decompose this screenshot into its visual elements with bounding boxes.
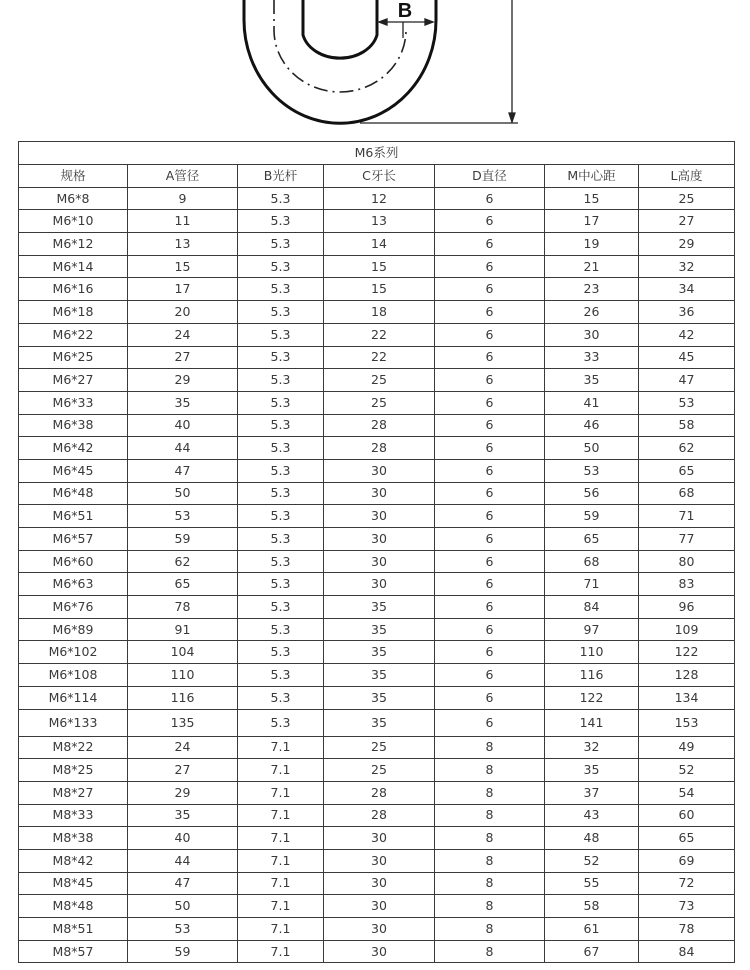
value-cell: 84 [545, 596, 639, 619]
value-cell: 14 [324, 233, 435, 256]
value-cell: 44 [128, 437, 238, 460]
value-cell: 83 [639, 573, 735, 596]
value-cell: 35 [128, 391, 238, 414]
value-cell: 53 [128, 505, 238, 528]
value-cell: 30 [324, 505, 435, 528]
value-cell: 59 [545, 505, 639, 528]
value-cell: 5.3 [238, 187, 324, 210]
value-cell: 15 [545, 187, 639, 210]
spec-cell: M6*51 [19, 505, 128, 528]
value-cell: 7.1 [238, 895, 324, 918]
table-row [19, 550, 735, 573]
value-cell: 6 [435, 369, 545, 392]
value-cell: 26 [545, 301, 639, 324]
table-row [19, 391, 735, 414]
table-row [19, 528, 735, 551]
spec-cell: M6*12 [19, 233, 128, 256]
value-cell: 6 [435, 528, 545, 551]
b-dimension-label: B [397, 0, 413, 22]
spec-cell: M6*108 [19, 664, 128, 687]
spec-cell: M6*48 [19, 482, 128, 505]
value-cell: 5.3 [238, 323, 324, 346]
value-cell: 30 [324, 827, 435, 850]
spec-cell: M8*48 [19, 895, 128, 918]
spec-cell: M6*8 [19, 187, 128, 210]
value-cell: 18 [324, 301, 435, 324]
value-cell: 30 [324, 895, 435, 918]
value-cell: 6 [435, 482, 545, 505]
spec-cell: M8*57 [19, 940, 128, 963]
value-cell: 5.3 [238, 573, 324, 596]
value-cell: 109 [639, 618, 735, 641]
column-header: C牙长 [324, 165, 435, 188]
value-cell: 35 [324, 709, 435, 736]
value-cell: 6 [435, 641, 545, 664]
spec-cell: M6*16 [19, 278, 128, 301]
value-cell: 27 [128, 346, 238, 369]
table-body [19, 187, 735, 963]
value-cell: 5.3 [238, 233, 324, 256]
value-cell: 6 [435, 618, 545, 641]
spec-cell: M6*33 [19, 391, 128, 414]
value-cell: 8 [435, 759, 545, 782]
value-cell: 7.1 [238, 736, 324, 759]
spec-cell: M8*33 [19, 804, 128, 827]
spec-cell: M6*89 [19, 618, 128, 641]
table-row [19, 573, 735, 596]
value-cell: 91 [128, 618, 238, 641]
value-cell: 37 [545, 781, 639, 804]
table-row [19, 437, 735, 460]
spec-cell: M6*25 [19, 346, 128, 369]
value-cell: 8 [435, 918, 545, 941]
value-cell: 30 [324, 482, 435, 505]
value-cell: 6 [435, 709, 545, 736]
value-cell: 58 [639, 414, 735, 437]
value-cell: 58 [545, 895, 639, 918]
value-cell: 6 [435, 210, 545, 233]
value-cell: 6 [435, 437, 545, 460]
value-cell: 5.3 [238, 210, 324, 233]
spec-cell: M6*42 [19, 437, 128, 460]
value-cell: 52 [545, 849, 639, 872]
value-cell: 53 [128, 918, 238, 941]
table-title-row [19, 142, 735, 165]
value-cell: 7.1 [238, 827, 324, 850]
spec-table [18, 141, 735, 963]
value-cell: 40 [128, 414, 238, 437]
spec-cell: M6*60 [19, 550, 128, 573]
value-cell: 15 [128, 255, 238, 278]
value-cell: 5.3 [238, 414, 324, 437]
table-row [19, 849, 735, 872]
value-cell: 23 [545, 278, 639, 301]
value-cell: 35 [545, 369, 639, 392]
value-cell: 54 [639, 781, 735, 804]
value-cell: 45 [639, 346, 735, 369]
column-header: D直径 [435, 165, 545, 188]
value-cell: 52 [639, 759, 735, 782]
value-cell: 6 [435, 301, 545, 324]
value-cell: 59 [128, 940, 238, 963]
spec-cell: M6*76 [19, 596, 128, 619]
value-cell: 36 [639, 301, 735, 324]
value-cell: 78 [639, 918, 735, 941]
value-cell: 46 [545, 414, 639, 437]
value-cell: 47 [128, 459, 238, 482]
value-cell: 104 [128, 641, 238, 664]
value-cell: 6 [435, 255, 545, 278]
value-cell: 25 [324, 391, 435, 414]
value-cell: 42 [639, 323, 735, 346]
value-cell: 5.3 [238, 437, 324, 460]
value-cell: 7.1 [238, 849, 324, 872]
table-row [19, 459, 735, 482]
value-cell: 15 [324, 278, 435, 301]
value-cell: 135 [128, 709, 238, 736]
value-cell: 12 [324, 187, 435, 210]
value-cell: 27 [128, 759, 238, 782]
value-cell: 68 [545, 550, 639, 573]
value-cell: 28 [324, 437, 435, 460]
value-cell: 29 [128, 369, 238, 392]
value-cell: 25 [639, 187, 735, 210]
value-cell: 6 [435, 459, 545, 482]
value-cell: 6 [435, 233, 545, 256]
value-cell: 7.1 [238, 759, 324, 782]
table-header-row [19, 165, 735, 188]
column-header: B光杆 [238, 165, 324, 188]
spec-cell: M8*51 [19, 918, 128, 941]
table-row [19, 210, 735, 233]
table-row [19, 278, 735, 301]
value-cell: 110 [545, 641, 639, 664]
value-cell: 29 [128, 781, 238, 804]
value-cell: 28 [324, 804, 435, 827]
value-cell: 6 [435, 323, 545, 346]
u-bolt-diagram [0, 0, 750, 140]
value-cell: 30 [324, 849, 435, 872]
spec-cell: M6*133 [19, 709, 128, 736]
value-cell: 68 [639, 482, 735, 505]
value-cell: 80 [639, 550, 735, 573]
value-cell: 7.1 [238, 804, 324, 827]
value-cell: 35 [324, 664, 435, 687]
value-cell: 5.3 [238, 369, 324, 392]
value-cell: 5.3 [238, 255, 324, 278]
value-cell: 50 [545, 437, 639, 460]
value-cell: 8 [435, 872, 545, 895]
table-row [19, 686, 735, 709]
value-cell: 41 [545, 391, 639, 414]
table-row [19, 781, 735, 804]
value-cell: 56 [545, 482, 639, 505]
value-cell: 20 [128, 301, 238, 324]
value-cell: 110 [128, 664, 238, 687]
value-cell: 28 [324, 781, 435, 804]
value-cell: 53 [545, 459, 639, 482]
table-row [19, 369, 735, 392]
value-cell: 53 [639, 391, 735, 414]
value-cell: 17 [545, 210, 639, 233]
value-cell: 78 [128, 596, 238, 619]
table-row [19, 301, 735, 324]
value-cell: 73 [639, 895, 735, 918]
value-cell: 65 [639, 459, 735, 482]
table-row [19, 505, 735, 528]
value-cell: 6 [435, 505, 545, 528]
spec-cell: M6*14 [19, 255, 128, 278]
value-cell: 62 [128, 550, 238, 573]
value-cell: 61 [545, 918, 639, 941]
value-cell: 25 [324, 736, 435, 759]
spec-cell: M6*63 [19, 573, 128, 596]
value-cell: 30 [545, 323, 639, 346]
value-cell: 30 [324, 459, 435, 482]
value-cell: 67 [545, 940, 639, 963]
value-cell: 32 [639, 255, 735, 278]
value-cell: 40 [128, 827, 238, 850]
column-header: 规格 [19, 165, 128, 188]
value-cell: 30 [324, 918, 435, 941]
value-cell: 49 [639, 736, 735, 759]
value-cell: 6 [435, 550, 545, 573]
value-cell: 128 [639, 664, 735, 687]
value-cell: 59 [128, 528, 238, 551]
value-cell: 30 [324, 573, 435, 596]
value-cell: 6 [435, 414, 545, 437]
value-cell: 13 [324, 210, 435, 233]
value-cell: 6 [435, 346, 545, 369]
value-cell: 6 [435, 573, 545, 596]
table-row [19, 664, 735, 687]
table-row [19, 255, 735, 278]
value-cell: 65 [639, 827, 735, 850]
table-row [19, 827, 735, 850]
value-cell: 17 [128, 278, 238, 301]
value-cell: 8 [435, 895, 545, 918]
value-cell: 35 [324, 686, 435, 709]
spec-cell: M6*22 [19, 323, 128, 346]
value-cell: 69 [639, 849, 735, 872]
value-cell: 62 [639, 437, 735, 460]
value-cell: 5.3 [238, 618, 324, 641]
value-cell: 122 [545, 686, 639, 709]
value-cell: 6 [435, 596, 545, 619]
value-cell: 30 [324, 872, 435, 895]
value-cell: 5.3 [238, 596, 324, 619]
table-row [19, 323, 735, 346]
value-cell: 25 [324, 759, 435, 782]
spec-cell: M6*38 [19, 414, 128, 437]
value-cell: 50 [128, 895, 238, 918]
value-cell: 35 [545, 759, 639, 782]
value-cell: 5.3 [238, 459, 324, 482]
spec-cell: M6*27 [19, 369, 128, 392]
value-cell: 7.1 [238, 940, 324, 963]
value-cell: 29 [639, 233, 735, 256]
value-cell: 48 [545, 827, 639, 850]
value-cell: 8 [435, 804, 545, 827]
value-cell: 122 [639, 641, 735, 664]
value-cell: 43 [545, 804, 639, 827]
value-cell: 96 [639, 596, 735, 619]
table-row [19, 940, 735, 963]
value-cell: 47 [639, 369, 735, 392]
value-cell: 6 [435, 278, 545, 301]
value-cell: 141 [545, 709, 639, 736]
table-row [19, 918, 735, 941]
value-cell: 134 [639, 686, 735, 709]
value-cell: 84 [639, 940, 735, 963]
value-cell: 5.3 [238, 664, 324, 687]
column-header: M中心距 [545, 165, 639, 188]
spec-cell: M8*25 [19, 759, 128, 782]
value-cell: 71 [545, 573, 639, 596]
value-cell: 5.3 [238, 301, 324, 324]
value-cell: 33 [545, 346, 639, 369]
spec-cell: M6*57 [19, 528, 128, 551]
spec-cell: M6*102 [19, 641, 128, 664]
value-cell: 7.1 [238, 872, 324, 895]
value-cell: 65 [545, 528, 639, 551]
table-row [19, 618, 735, 641]
value-cell: 22 [324, 323, 435, 346]
column-header: A管径 [128, 165, 238, 188]
value-cell: 5.3 [238, 686, 324, 709]
value-cell: 11 [128, 210, 238, 233]
spec-cell: M6*18 [19, 301, 128, 324]
value-cell: 35 [324, 618, 435, 641]
table-row [19, 804, 735, 827]
value-cell: 15 [324, 255, 435, 278]
inner-bend-outline [303, 0, 377, 58]
table-title: M6系列 [19, 142, 735, 165]
value-cell: 35 [324, 641, 435, 664]
value-cell: 71 [639, 505, 735, 528]
value-cell: 30 [324, 550, 435, 573]
value-cell: 77 [639, 528, 735, 551]
value-cell: 34 [639, 278, 735, 301]
value-cell: 60 [639, 804, 735, 827]
spec-cell: M8*45 [19, 872, 128, 895]
table-row [19, 736, 735, 759]
spec-cell: M8*27 [19, 781, 128, 804]
value-cell: 22 [324, 346, 435, 369]
value-cell: 7.1 [238, 781, 324, 804]
value-cell: 5.3 [238, 528, 324, 551]
value-cell: 5.3 [238, 391, 324, 414]
table-row [19, 709, 735, 736]
table-row [19, 641, 735, 664]
table-row [19, 872, 735, 895]
table-row [19, 596, 735, 619]
value-cell: 6 [435, 686, 545, 709]
value-cell: 35 [324, 596, 435, 619]
spec-cell: M6*114 [19, 686, 128, 709]
value-cell: 5.3 [238, 278, 324, 301]
value-cell: 116 [545, 664, 639, 687]
value-cell: 30 [324, 528, 435, 551]
value-cell: 5.3 [238, 505, 324, 528]
value-cell: 8 [435, 849, 545, 872]
value-cell: 9 [128, 187, 238, 210]
value-cell: 5.3 [238, 482, 324, 505]
value-cell: 25 [324, 369, 435, 392]
value-cell: 5.3 [238, 550, 324, 573]
table-row [19, 233, 735, 256]
value-cell: 116 [128, 686, 238, 709]
spec-cell: M6*45 [19, 459, 128, 482]
spec-cell: M8*22 [19, 736, 128, 759]
table-row [19, 187, 735, 210]
value-cell: 21 [545, 255, 639, 278]
value-cell: 72 [639, 872, 735, 895]
value-cell: 6 [435, 664, 545, 687]
value-cell: 55 [545, 872, 639, 895]
value-cell: 153 [639, 709, 735, 736]
value-cell: 24 [128, 736, 238, 759]
value-cell: 35 [128, 804, 238, 827]
value-cell: 6 [435, 391, 545, 414]
value-cell: 8 [435, 940, 545, 963]
value-cell: 8 [435, 736, 545, 759]
value-cell: 32 [545, 736, 639, 759]
value-cell: 8 [435, 781, 545, 804]
spec-cell: M8*38 [19, 827, 128, 850]
value-cell: 8 [435, 827, 545, 850]
value-cell: 5.3 [238, 346, 324, 369]
centerline [274, 0, 406, 92]
value-cell: 13 [128, 233, 238, 256]
value-cell: 5.3 [238, 641, 324, 664]
value-cell: 50 [128, 482, 238, 505]
value-cell: 30 [324, 940, 435, 963]
value-cell: 24 [128, 323, 238, 346]
value-cell: 97 [545, 618, 639, 641]
value-cell: 5.3 [238, 709, 324, 736]
spec-cell: M6*10 [19, 210, 128, 233]
value-cell: 47 [128, 872, 238, 895]
table-row [19, 414, 735, 437]
value-cell: 19 [545, 233, 639, 256]
value-cell: 44 [128, 849, 238, 872]
table-row [19, 895, 735, 918]
value-cell: 28 [324, 414, 435, 437]
table-row [19, 759, 735, 782]
value-cell: 65 [128, 573, 238, 596]
value-cell: 27 [639, 210, 735, 233]
value-cell: 7.1 [238, 918, 324, 941]
table-row [19, 346, 735, 369]
spec-cell: M8*42 [19, 849, 128, 872]
column-header: L高度 [639, 165, 735, 188]
value-cell: 6 [435, 187, 545, 210]
table-row [19, 482, 735, 505]
